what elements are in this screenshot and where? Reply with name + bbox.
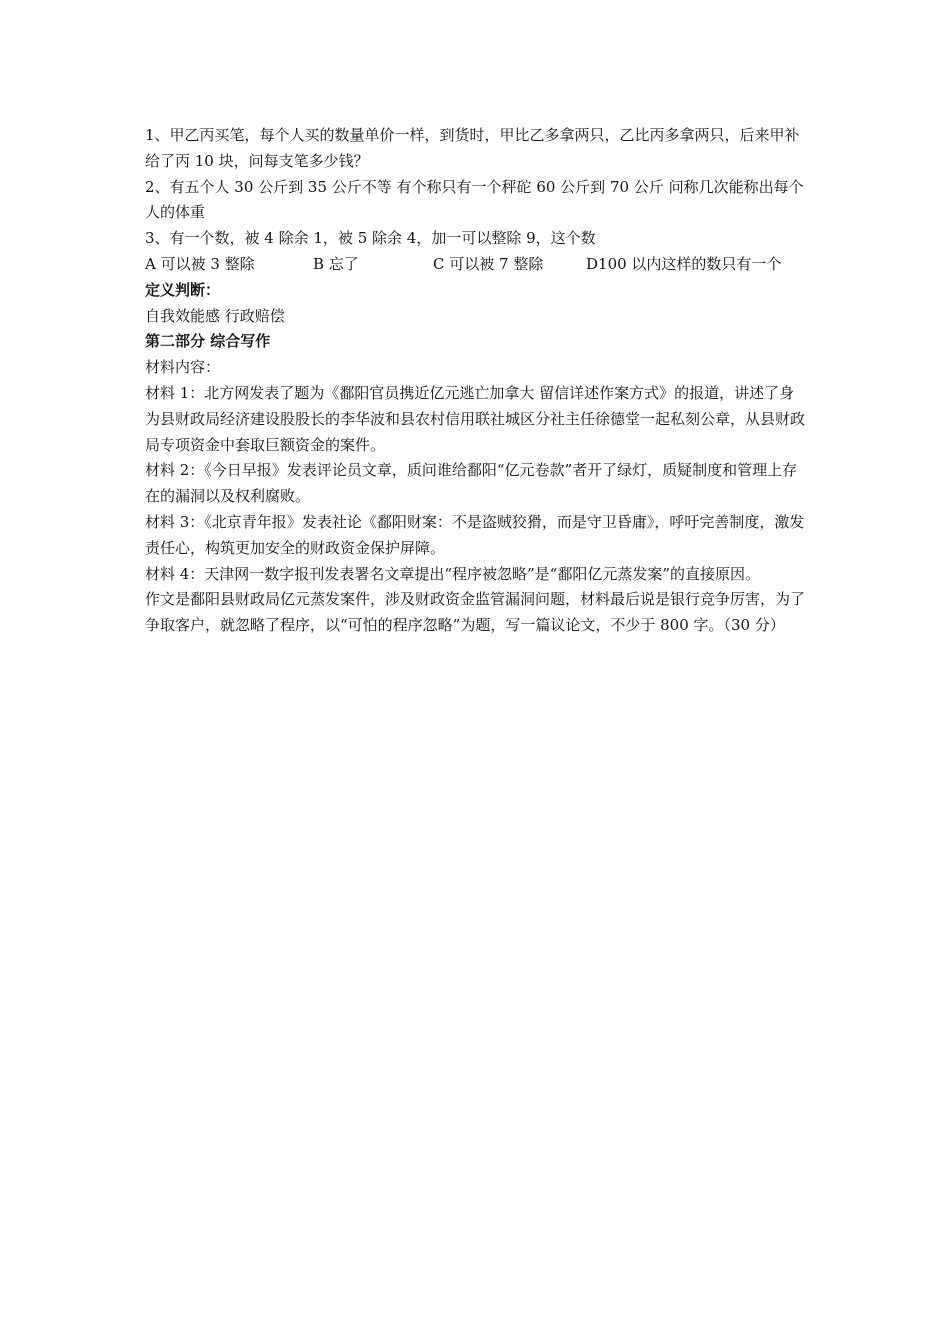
option-c: C 可以被 7 整除 <box>433 254 544 273</box>
document-page <box>145 123 805 639</box>
material-1: 材料 1：北方网发表了题为《鄱阳官员携近亿元逃亡加拿大 留信详述作案方式》的报道，讲述了身为县财政局经济建设股股长的李华波和县农村信用联社城区分社主任徐德堂一起私刻公章，从县财政局专项资金中套取巨额资金的案件。 <box>145 383 806 454</box>
material-2: 材料 2：《今日早报》发表评论员文章，质问谁给鄱阳“亿元卷款”者开了绿灯，质疑制度和管理上存在的漏洞以及权利腐败。 <box>145 461 798 506</box>
question-3-options <box>145 252 805 278</box>
question-2: 2、有五个人 30 公斤到 35 公斤不等 有个称只有一个秤砣 60 公斤到 70 公斤 问称几次能称出每个人的体重 <box>145 177 804 222</box>
option-a: A 可以被 3 整除 <box>145 254 255 273</box>
essay-prompt: 作文是鄱阳县财政局亿元蒸发案件，涉及财政资金监管漏洞问题，材料最后说是银行竞争厉害，为了争取客户，就忽略了程序，以“可怕的程序忽略”为题，写一篇议论文，不少于 800 字。（30 分） <box>145 590 806 635</box>
option-d: D100 以内这样的数只有一个 <box>586 254 782 273</box>
material-4: 材料 4：天津网一数字报刊发表署名文章提出“程序被忽略”是“鄱阳亿元蒸发案”的直接原因。 <box>145 564 760 583</box>
definition-heading: 定义判断： <box>145 280 221 299</box>
material-3: 材料 3：《北京青年报》发表社论《鄱阳财案：不是盗贼狡猾，而是守卫昏庸》，呼吁完善制度，激发责任心，构筑更加安全的财政资金保护屏障。 <box>145 512 805 557</box>
option-b: B 忘了 <box>313 254 359 273</box>
question-1: 1、甲乙丙买笔，每个人买的数量单价一样，到货时，甲比乙多拿两只，乙比丙多拿两只，后来甲补给了丙 10 块，问每支笔多少钱？ <box>145 126 800 170</box>
materials-label: 材料内容： <box>145 358 221 377</box>
question-3: 3、有一个数，被 4 除余 1，被 5 除余 4，加一可以整除 9，这个数 <box>145 229 596 248</box>
part2-heading: 第二部分 综合写作 <box>145 332 271 351</box>
definition-content: 自我效能感 行政赔偿 <box>145 306 285 325</box>
